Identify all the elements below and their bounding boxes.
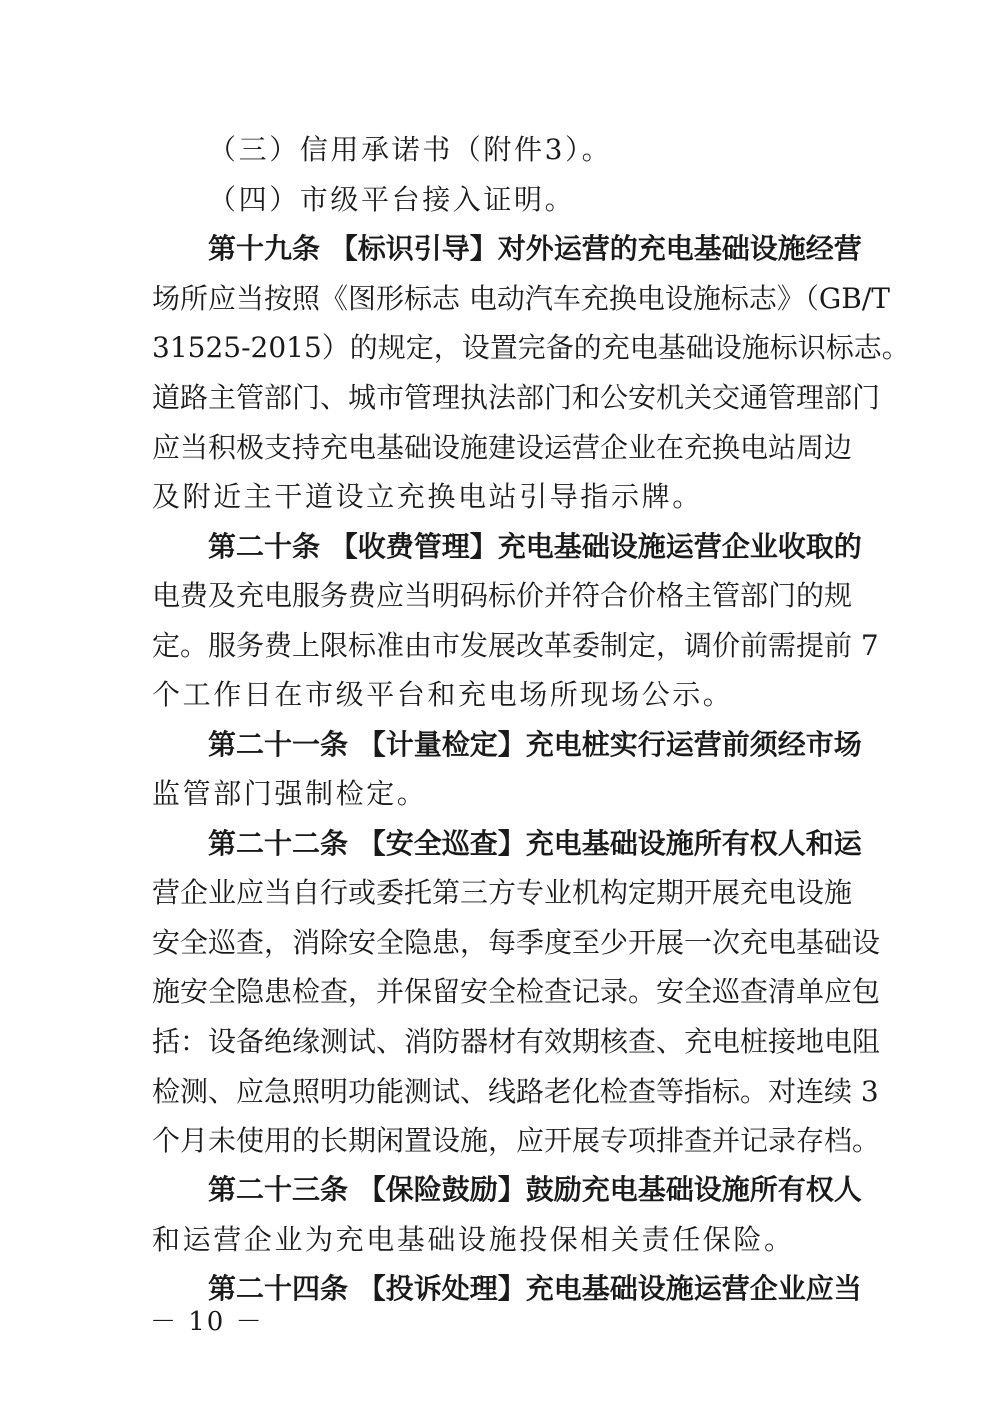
text-line: 安全巡查，消除安全隐患，每季度至少开展一次充电基础设 [152, 926, 881, 959]
article-heading-line: 第二十条 【收费管理】充电基础设施运营企业收取的 [208, 530, 862, 563]
text-line: 施安全隐患检查，并保留安全检查记录。安全巡查清单应包 [152, 975, 881, 1008]
article-heading-line: 第二十三条 【保险鼓励】鼓励充电基础设施所有权人 [208, 1173, 862, 1206]
text-line: 个工作日在市级平台和充电场所现场公示。 [152, 678, 734, 711]
text-line: 及附近主干道设立充换电站引导指示牌。 [152, 480, 703, 513]
text-line: （三）信用承诺书（附件3）。 [208, 133, 613, 166]
text-line: 营企业应当自行或委托第三方专业机构定期开展充电设施 [152, 876, 853, 909]
text-line: 个月未使用的长期闲置设施，应开展专项排查并记录存档。 [152, 1124, 881, 1157]
article-heading-line: 第二十一条 【计量检定】充电桩实行运营前须经市场 [208, 728, 862, 761]
page-number: － 10 － [150, 1307, 264, 1337]
text-line: 场所应当按照《图形标志 电动汽车充换电设施标志》（GB/T [152, 282, 890, 315]
text-line: 监管部门强制检定。 [152, 777, 428, 810]
text-line: 括：设备绝缘测试、消防器材有效期核查、充电桩接地电阻 [152, 1025, 881, 1058]
article-heading-line: 第十九条 【标识引导】对外运营的充电基础设施经营 [208, 232, 862, 265]
text-line: 道路主管部门、城市管理执法部门和公安机关交通管理部门 [152, 381, 881, 414]
article-heading-line: 第二十四条 【投诉处理】充电基础设施运营企业应当 [208, 1272, 862, 1305]
text-line: 检测、应急照明功能测试、线路老化检查等指标。对连续 3 [152, 1075, 879, 1108]
text-line: 应当积极支持充电基础设施建设运营企业在充换电站周边 [152, 431, 853, 464]
article-heading-line: 第二十二条 【安全巡查】充电基础设施所有权人和运 [208, 827, 862, 860]
text-line: 电费及充电服务费应当明码标价并符合价格主管部门的规 [152, 579, 853, 612]
text-line: 31525-2015）的规定，设置完备的充电基础设施标识标志。 [152, 331, 910, 364]
text-line: 和运营企业为充电基础设施投保相关责任保险。 [152, 1223, 795, 1256]
text-line: 定。服务费上限标准由市发展改革委制定，调价前需提前 7 [152, 629, 879, 662]
text-line: （四）市级平台接入证明。 [208, 183, 576, 216]
